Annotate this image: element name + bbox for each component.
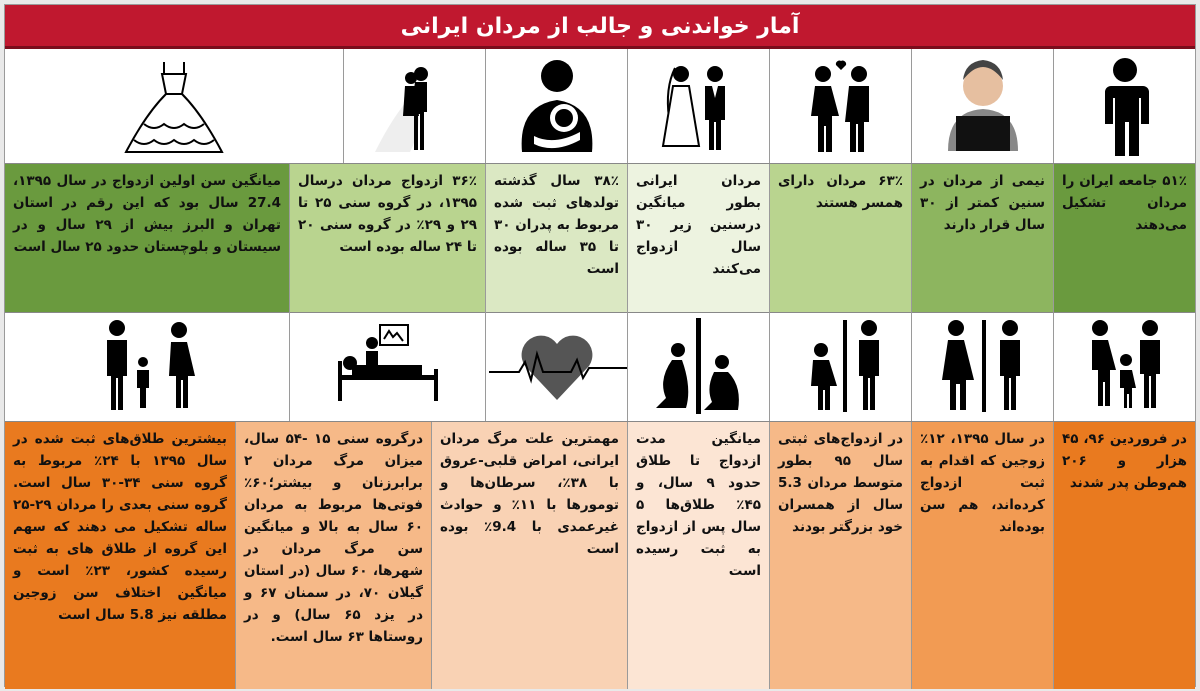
bottom-icon-row: [5, 311, 1195, 421]
bottom-text-cell-2: [911, 422, 1053, 689]
top-text-cell-2: [911, 164, 1053, 312]
stat-text: نیمی از مردان در سنین کمتر از ۳۰ سال قرار دارند: [920, 173, 1045, 233]
stat-text: ۳۶٪ ازدواج مردان درسال ۱۳۹۵، در گروه سنی ۲۵ تا ۲۹ و ۲۹٪ در گروه سنی ۲۰ تا ۲۴ ساله بوده است: [298, 173, 478, 255]
family-icon: [1080, 316, 1170, 416]
bottom-icon-cell-2: [911, 311, 1053, 421]
bottom-text-cell-3: [769, 422, 911, 689]
man-girl-icon: [791, 316, 891, 416]
stat-text: بیشترین طلاق‌های ثبت شده در سال ۱۳۹۵ با ۲۴٪ مربوط به گروه سنی ۳۴-۳۰ سال است. گروه سنی بعدی را مردان ۲۹-۲۵ ساله تشکیل می دهند که سهم این گروه از طلاق های به ثبت رسیده کشور، ۲۳٪ است و میانگین اختلاف سن زوجین مطلقه نیز 5.8 سال است: [13, 431, 227, 623]
wedding-kiss-icon: [365, 56, 465, 156]
top-text-cell-1: [1053, 164, 1195, 312]
bottom-text-cell-6: [235, 422, 431, 689]
father-baby-icon: [512, 56, 602, 156]
wedding-dress-icon: [114, 54, 234, 158]
top-icon-cell-3: [769, 49, 911, 163]
hospital-bed-icon: [328, 321, 448, 411]
bottom-icon-cell-6: [289, 311, 485, 421]
top-text-cell-7: [5, 164, 289, 312]
bottom-text-cell-4: [627, 422, 769, 689]
top-icon-cell-4: [627, 49, 769, 163]
stat-text: در فروردین ۹۶، ۴۵ هزار و ۲۰۶ هم‌وطن پدر شدند: [1062, 431, 1187, 491]
top-icon-cell-2: [911, 49, 1053, 163]
bottom-text-cell-1: [1053, 422, 1195, 689]
stat-text: میانگین سن اولین ازدواج در سال ۱۳۹۵، 27.4 سال بود که این رقم در استان تهران و البرز بیش از ۲۹ سال و در سیستان و بلوچستان حدود ۲۵ سال است: [13, 173, 282, 255]
top-text-cell-5: [485, 164, 627, 312]
top-icon-cell-7: [5, 49, 343, 163]
divorced-couple-icon: [644, 316, 754, 416]
bottom-text-cell-7: [5, 422, 235, 689]
stat-text: ۵۱٪ جامعه ایران را مردان تشکیل می‌دهند: [1062, 173, 1187, 233]
bottom-icon-cell-7: [5, 311, 289, 421]
top-text-cell-4: [627, 164, 769, 312]
divorce-family-icon: [87, 316, 207, 416]
bottom-icon-cell-4: [627, 311, 769, 421]
stat-text: میانگین مدت ازدواج تا طلاق حدود ۹ سال، و ۴۵٪ طلاق‌ها ۵ سال پس از ازدواج به ثبت رسیده است: [636, 431, 762, 579]
top-icon-cell-5: [485, 49, 627, 163]
infographic-frame: [4, 4, 1196, 687]
man-with-laptop-icon: [938, 56, 1028, 156]
couple-heart-icon: [801, 56, 881, 156]
top-text-cell-6: [289, 164, 485, 312]
bride-groom-icon: [649, 56, 749, 156]
stat-text: درگروه سنی ۱۵ -۵۴ سال، میزان مرگ مردان ۲ برابرزنان و بیشتر؛۶۰٪ فوتی‌ها مربوط به مردان ۶۰ سال به بالا و میانگین سن مرگ مردان در شهرها، ۶۰ سال (در استان گیلان ۷۰، در سمنان ۶۷ و در یزد ۶۵ سال) و در روستاها ۶۳ سال است.: [244, 431, 424, 645]
bottom-text-cell-5: [431, 422, 627, 689]
restroom-man-woman-icon: [928, 316, 1038, 416]
heart-ecg-icon: [487, 326, 627, 406]
stat-text: ۶۳٪ مردان دارای همسر هستند: [778, 173, 903, 211]
stat-text: ۳۸٪ سال گذشته تولدهای ثبت شده مربوط به پدران ۳۰ تا ۳۵ ساله بوده است: [494, 173, 619, 277]
page-title: آمار خواندنی و جالب از مردان ایرانی: [5, 5, 1195, 49]
bottom-text-row: [5, 421, 1195, 689]
stat-text: مهمترین علت مرگ مردان ایرانی، امراض قلبی-عروق با ۳۸٪، سرطان‌ها و تومورها با ۱۱٪ و حوادث غیرعمدی با 9.4٪ بوده است: [440, 431, 619, 557]
stat-text: در سال ۱۳۹۵، ۱۲٪ زوجین که اقدام به ثبت ازدواج کرده‌اند، هم سن بوده‌اند: [920, 431, 1045, 535]
bottom-icon-cell-5: [485, 311, 627, 421]
stat-text: مردان ایرانی بطور میانگین درسنین زیر ۳۰ سال ازدواج می‌کنند: [636, 173, 761, 277]
top-icon-cell-1: [1053, 49, 1195, 163]
man-silhouette-icon: [1095, 56, 1155, 156]
bottom-icon-cell-3: [769, 311, 911, 421]
top-icon-row: [5, 49, 1195, 163]
bottom-icon-cell-1: [1053, 311, 1195, 421]
top-icon-cell-6: [343, 49, 485, 163]
top-text-row: [5, 163, 1195, 313]
stat-text: در ازدواج‌های ثبتی سال ۹۵ بطور متوسط مردان 5.3 سال از همسران خود بزرگتر بودند: [778, 431, 903, 535]
top-text-cell-3: [769, 164, 911, 312]
